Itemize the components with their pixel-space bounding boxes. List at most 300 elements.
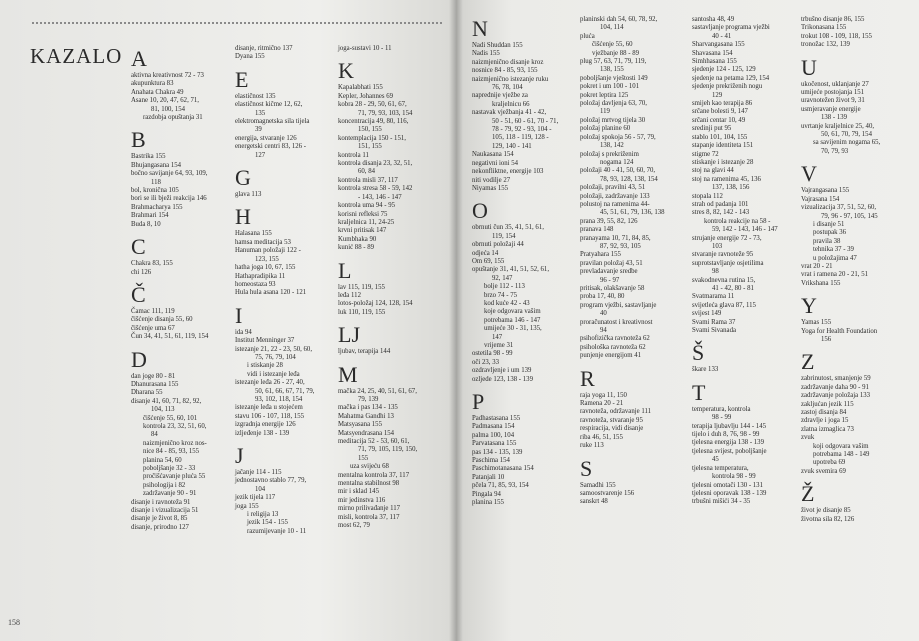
index-entry: planina 54, 60: [143, 456, 182, 464]
index-entry: Dhanurasana 155: [131, 380, 179, 388]
index-entry: joga 155: [235, 502, 259, 510]
index-entry: zvuk: [801, 434, 815, 442]
index-entry: pravila 38: [813, 237, 841, 245]
index-letter-heading: H: [235, 204, 251, 230]
index-entry: stvaranje ravnoteže 95: [692, 251, 754, 259]
index-entry: planinski dah 54, 60, 78, 92,: [580, 16, 658, 23]
index-entry: kunić 88 - 89: [338, 244, 375, 252]
index-entry: disanje i ravnoteža 91: [131, 498, 191, 506]
index-entry: bolje 112 - 113: [484, 283, 525, 291]
index-entry: 118: [151, 178, 161, 186]
index-entry: tronožac 132, 139: [801, 41, 850, 49]
index-entry: smijeh kao terapija 86: [692, 100, 753, 108]
index-entry: suprotstavljanje osjetilima: [692, 259, 764, 267]
index-entry: položaj s prekriženim: [580, 150, 639, 158]
index-entry: srčane bolesti 9, 147: [692, 108, 748, 116]
book-gutter-shadow: [449, 0, 463, 641]
index-entry: Nadi Shuddan 155: [472, 42, 523, 49]
index-entry: 135: [255, 109, 266, 117]
index-entry: Svami Sivanada: [692, 327, 736, 335]
index-entry: Čamac 111, 119: [131, 307, 175, 315]
index-entry: sastavljanje programa vježbi: [692, 24, 770, 32]
index-entry: Ramena 20 - 21: [580, 400, 624, 408]
index-entry: lotos-položaj 124, 128, 154: [338, 300, 413, 308]
index-entry: kraljelnica 11, 24-25: [338, 218, 395, 226]
index-entry: 93, 102, 118, 154: [255, 395, 303, 403]
index-entry: stiskanje i istezanje 28: [692, 158, 754, 166]
index-entry: vidi i istezanje leđa: [247, 370, 300, 378]
index-entry: Halasana 155: [235, 230, 272, 238]
index-entry: tjelesni omotači 130 - 131: [692, 481, 763, 489]
index-entry: mentalna stabilnost 98: [338, 480, 400, 488]
index-entry: obrnuti čun 35, 41, 51, 61,: [472, 224, 544, 232]
index-entry: 98: [712, 268, 719, 276]
index-entry: škare 133: [692, 366, 719, 374]
index-entry: temperatura, kontrola: [692, 405, 751, 413]
index-entry: Pingala 94: [472, 490, 501, 498]
index-entry: položaj spokoja 56 - 57, 79,: [580, 133, 656, 141]
index-letter-heading: O: [472, 198, 488, 224]
index-entry: Patanjali 10: [472, 473, 505, 481]
index-entry: pokret leptira 125: [580, 91, 629, 99]
index-entry: čišćenje 55, 60, 101: [143, 414, 198, 422]
index-column-6: [692, 16, 800, 507]
index-entry: naizmjenično istezanje ruku: [472, 75, 549, 83]
index-entry: uvrtanje kraljelnice 25, 40,: [801, 122, 875, 130]
index-entry: čišćenje uma 67: [131, 324, 175, 332]
index-entry: joga-sustavi 10 - 11: [338, 45, 392, 52]
index-entry: 103: [712, 242, 723, 250]
index-entry: 156: [821, 335, 832, 343]
index-entry: homeostaza 93: [235, 280, 276, 288]
index-entry: kontrola stresa 58 - 59, 142: [338, 185, 413, 193]
index-column-7: [801, 16, 911, 524]
index-entry: tjelesni oporavak 138 - 139: [692, 489, 767, 497]
index-entry: poboljšanje vještosti 149: [580, 74, 648, 82]
index-entry: polustoj na ramenima 44-: [580, 200, 650, 208]
index-entry: Sharvangasana 155: [692, 41, 745, 49]
index-entry: Vrikshana 155: [801, 279, 841, 287]
index-entry: leđa 112: [338, 291, 361, 299]
index-entry: vrijeme 31: [484, 342, 514, 349]
index-entry: stigme 72: [692, 150, 719, 158]
index-entry: jezik tijela 117: [235, 494, 276, 502]
index-entry: stablo 101, 104, 155: [692, 133, 748, 141]
index-entry: Padmasana 154: [472, 423, 515, 431]
index-entry: kontrola 23, 32, 51, 60,: [143, 422, 207, 430]
index-entry: mir i sklad 145: [338, 488, 379, 496]
index-entry: svakodnevna rutina 15,: [692, 276, 756, 284]
index-entry: ljubav, terapija 144: [338, 348, 391, 356]
index-entry: disanje 41, 60, 71, 82, 92,: [131, 397, 202, 405]
index-entry: Dyana 155: [235, 53, 265, 61]
index-entry: pravilan položaj 43, 51: [580, 259, 643, 267]
index-entry: kontrola 11: [338, 151, 369, 159]
index-entry: terapija ljubavlju 144 - 145: [692, 422, 766, 430]
index-entry: trokut 108 - 109, 118, 155: [801, 32, 872, 40]
index-entry: Bastrika 155: [131, 153, 166, 161]
index-entry: Bhujangasana 154: [131, 161, 182, 169]
index-entry: oči 23, 33: [472, 358, 499, 366]
index-entry: kod kuće 42 - 43: [484, 299, 530, 307]
index-entry: Naukasana 154: [472, 151, 514, 159]
index-entry: elastičnost kičme 12, 62,: [235, 101, 303, 109]
index-entry: položaji, pravilni 43, 51: [580, 184, 646, 192]
index-entry: sredinji put 95: [692, 125, 732, 133]
index-entry: Svami Rama 37: [692, 318, 736, 326]
index-entry: 50, 61, 66, 67, 71, 79,: [255, 387, 315, 395]
index-entry: prevladavanje sredbe: [580, 268, 638, 276]
index-entry: 137, 138, 156: [712, 184, 750, 192]
right-page: [456, 0, 919, 641]
index-letter-heading: LJ: [338, 322, 360, 348]
index-entry: hamsa meditacija 53: [235, 238, 291, 246]
index-entry: 78, 93, 128, 138, 154: [600, 175, 658, 183]
index-entry: Trikonasana 155: [801, 24, 847, 32]
index-entry: Matsyendrasana 154: [338, 429, 395, 437]
index-entry: Paschima 154: [472, 457, 510, 465]
index-entry: Vajrangasana 155: [801, 187, 850, 195]
index-entry: 123, 155: [255, 255, 279, 263]
index-entry: 129: [712, 91, 723, 99]
index-entry: potrebama 148 - 149: [813, 451, 870, 459]
index-entry: lav 115, 119, 155: [338, 283, 385, 291]
page-number: 158: [8, 618, 20, 627]
index-letter-heading: M: [338, 361, 358, 387]
index-entry: umijeće postojanja 151: [801, 89, 865, 97]
index-entry: izljeđenje 138 - 139: [235, 429, 290, 437]
index-column-3: [338, 45, 443, 530]
index-entry: disanje, ritmično 137: [235, 45, 293, 52]
index-entry: život je disanje 85: [801, 507, 851, 515]
index-entry: psihofizička ravnoteža 62: [580, 335, 650, 343]
index-entry: Shavasana 154: [692, 49, 733, 57]
index-entry: 138 - 139: [821, 114, 848, 122]
index-entry: koji odgovara vašim: [813, 442, 869, 450]
index-letter-heading: G: [235, 165, 251, 191]
index-letter-heading: B: [131, 127, 146, 153]
index-entry: zakljućan jezik 115: [801, 400, 854, 408]
index-entry: Niyamas 155: [472, 184, 509, 192]
index-entry: 104, 114: [600, 24, 624, 32]
index-entry: kontrola reakcije na 58 -: [704, 217, 771, 225]
index-entry: niti vodilje 27: [472, 176, 511, 184]
index-letter-heading: U: [801, 54, 817, 80]
index-entry: stoj na glavi 44: [692, 167, 734, 175]
index-entry: zadržavanje položaja 133: [801, 392, 871, 400]
index-entry: mentalna kontrola 37, 117: [338, 471, 410, 479]
index-entry: stoj na ramenima 45, 136: [692, 175, 761, 183]
index-entry: kontemplacija 150 - 151,: [338, 134, 406, 142]
index-entry: chi 126: [131, 268, 152, 276]
index-entry: ukočenost, uklanjanje 27: [801, 80, 869, 88]
index-entry: proba 17, 40, 80: [580, 293, 625, 301]
index-entry: Samadhi 155: [580, 481, 616, 489]
index-entry: 60, 84: [358, 168, 375, 176]
index-entry: upotreba 69: [813, 459, 846, 467]
index-entry: Hanuman položaji 122 -: [235, 247, 301, 255]
index-entry: krvni pritisak 147: [338, 227, 387, 235]
index-entry: Chakra 83, 155: [131, 260, 173, 268]
index-entry: ida 94: [235, 328, 252, 336]
index-entry: 84: [151, 431, 158, 439]
index-entry: Čun 34, 41, 51, 61, 119, 154: [131, 333, 209, 341]
index-entry: svijetleća glava 87, 115: [692, 301, 756, 309]
index-entry: kontrola misli 37, 117: [338, 176, 398, 184]
index-entry: pročišćavanje pluća 55: [143, 473, 206, 481]
index-entry: Kepler, Johannes 69: [338, 92, 394, 100]
index-entry: 39: [255, 126, 262, 134]
index-entry: položaji 40 - 41, 50, 60, 70,: [580, 167, 656, 175]
index-entry: nice 84 - 85, 93, 155: [143, 448, 200, 456]
index-entry: brzo 74 - 75: [484, 291, 518, 299]
index-letter-heading: C: [131, 234, 146, 260]
index-entry: Dharana 55: [131, 389, 163, 397]
index-entry: 45, 51, 61, 79, 136, 138: [600, 209, 665, 217]
index-entry: palma 100, 104: [472, 431, 515, 439]
index-entry: Parvatasana 155: [472, 440, 517, 448]
index-entry: naprednije vježbe za: [472, 92, 528, 100]
index-letter-heading: S: [580, 455, 593, 481]
index-entry: čišćenje disanja 55, 60: [131, 316, 193, 324]
index-entry: 147: [492, 333, 503, 341]
index-entry: Svatmarama 11: [692, 293, 735, 301]
index-entry: vježbanje 88 - 89: [592, 49, 639, 57]
index-entry: korisni refleksi 75: [338, 210, 388, 218]
index-entry: Om 69, 155: [472, 257, 505, 265]
index-entry: kontrola disanja 23, 32, 51,: [338, 160, 413, 168]
index-entry: strujanje energije 72 - 73,: [692, 234, 762, 242]
index-entry: 151, 155: [358, 143, 382, 151]
index-entry: elastičnost 135: [235, 92, 276, 100]
index-entry: koje odgovara vašim: [484, 308, 541, 316]
index-entry: kobra 28 - 29, 50, 61, 67,: [338, 101, 407, 109]
index-entry: 104, 113: [151, 406, 175, 414]
index-entry: pokret i um 100 - 101: [580, 83, 640, 91]
index-entry: srčani centar 10, 49: [692, 116, 746, 124]
index-entry: 50, 61, 70, 79, 154: [821, 131, 872, 139]
index-entry: usmjeravanje energije: [801, 105, 861, 113]
index-entry: 45: [712, 456, 719, 464]
index-entry: mirno prilivađanje 117: [338, 505, 401, 513]
index-letter-heading: Ž: [801, 481, 815, 507]
index-entry: opuštanje 31, 41, 51, 52, 61,: [472, 266, 550, 274]
index-entry: uza svijeću 68: [350, 463, 389, 471]
index-letter-heading: E: [235, 66, 249, 92]
index-entry: negativni ioni 54: [472, 159, 519, 167]
index-entry: 127: [255, 151, 266, 159]
index-entry: 138, 155: [600, 66, 624, 74]
index-column-5: [580, 16, 690, 507]
index-entry: elektromagnetska sila tijela: [235, 118, 310, 126]
index-entry: i stiskanje 28: [247, 362, 283, 370]
index-entry: 71, 79, 105, 119, 150,: [358, 446, 418, 454]
index-entry: stavu 106 - 107, 118, 155: [235, 412, 305, 420]
index-entry: uravnotežen život 9, 31: [801, 97, 865, 105]
index-entry: tjelesna svijest, poboljšanje: [692, 447, 767, 455]
index-letter-heading: D: [131, 346, 147, 372]
index-entry: nekonfliktne, energije 103: [472, 168, 544, 176]
index-entry: poboljšanje 32 - 33: [143, 465, 196, 472]
index-letter-heading: L: [338, 257, 352, 283]
index-entry: Yoga for Health Foundation: [801, 327, 878, 335]
index-letter-heading: Č: [131, 281, 146, 307]
dotted-rule: [32, 22, 442, 24]
index-entry: 71, 79, 93, 103, 154: [358, 109, 413, 117]
index-letter-heading: R: [580, 365, 595, 391]
index-entry: psihološka ravnoteža 62: [580, 343, 646, 351]
index-entry: ostetila 98 - 99: [472, 350, 513, 358]
index-entry: punjenje energijom 41: [580, 352, 642, 360]
index-entry: obrnuti položaji 44: [472, 241, 524, 249]
index-entry: pritisak, olakšavanje 58: [580, 285, 645, 292]
index-entry: položaj davljenja 63, 70,: [580, 100, 648, 108]
index-entry: tijelo i duh 8, 76, 98 - 99: [692, 431, 760, 439]
index-entry: disanje i vizualizacija 51: [131, 507, 199, 515]
index-entry: mačka i pas 134 - 135: [338, 404, 398, 412]
index-entry: 79, 96 - 97, 105, 145: [821, 212, 878, 220]
index-entry: program vježbi, sastavljanje: [580, 301, 657, 309]
index-entry: 59, 142 - 143, 146 - 147: [712, 226, 778, 234]
index-column-4: [472, 18, 577, 508]
index-entry: položaji, zadržavanje 133: [580, 192, 650, 200]
index-entry: Matsyasana 155: [338, 421, 382, 429]
index-entry: zabrinutost, smanjenje 59: [801, 375, 871, 383]
index-entry: položaj mrtvog tijela 30: [580, 116, 646, 124]
index-entry: pčela 71, 85, 93, 154: [472, 482, 529, 490]
index-entry: Brahmacharya 155: [131, 203, 183, 211]
index-entry: ruke 113: [580, 442, 604, 450]
index-entry: koncentracija 49, 80, 116,: [338, 118, 409, 126]
index-entry: ravnoteža, održavanje 111: [580, 408, 652, 416]
index-entry: Padhastasana 155: [472, 415, 521, 423]
index-letter-heading: V: [801, 161, 817, 187]
index-entry: 75, 76, 79, 104: [255, 353, 296, 361]
index-entry: Kumbhaka 90: [338, 235, 377, 243]
index-entry: santosha 48, 49: [692, 16, 735, 23]
index-entry: hatha joga 10, 67, 155: [235, 264, 296, 272]
index-entry: 81, 100, 154: [151, 105, 185, 113]
index-entry: 96 - 97: [600, 276, 620, 284]
index-entry: umijeće 30 - 31, 135,: [484, 325, 542, 333]
index-entry: i disanje 51: [813, 220, 845, 228]
index-entry: kraljelnicu 66: [492, 100, 530, 108]
index-entry: zadržavanje 90 - 91: [143, 490, 197, 498]
index-entry: izgradnja energije 126: [235, 421, 296, 429]
index-entry: 105, 118 - 119, 128 -: [492, 134, 549, 142]
index-entry: zvuk svemira 69: [801, 467, 846, 475]
index-entry: Nadis 155: [472, 50, 500, 58]
index-letter-heading: J: [235, 443, 244, 468]
index-entry: tjelesna temperatura,: [692, 464, 749, 472]
index-entry: 155: [358, 454, 369, 462]
index-letter-heading: T: [692, 379, 706, 405]
index-entry: potrebama 146 - 147: [484, 316, 541, 324]
index-entry: vrat i ramena 20 - 21, 51: [801, 271, 869, 279]
index-entry: Asane 10, 20, 47, 62, 71,: [131, 97, 199, 105]
index-entry: zastoj disanja 84: [801, 409, 847, 416]
index-entry: 76, 78, 104: [492, 84, 523, 92]
index-entry: meditacija 52 - 53, 60, 61,: [338, 438, 410, 445]
index-entry: razdobja opuštanja 31: [143, 114, 203, 122]
index-entry: proračunatost i kreativnost: [580, 318, 653, 326]
index-entry: Kapalabhati 155: [338, 84, 383, 92]
index-entry: Anahata Chakra 49: [131, 88, 184, 96]
index-entry: zdravlje i joga 15: [801, 417, 849, 425]
index-entry: 79, 139: [358, 395, 379, 403]
index-entry: postupak 36: [813, 229, 847, 237]
index-entry: misli, kontrola 37, 117: [338, 513, 400, 521]
index-entry: odjeća 14: [472, 249, 499, 257]
index-letter-heading: Š: [692, 340, 705, 366]
index-entry: glava 113: [235, 191, 262, 199]
index-entry: pas 134 - 135, 139: [472, 448, 523, 456]
index-column-1: [131, 48, 231, 532]
index-letter-heading: P: [472, 389, 485, 415]
index-entry: akupunktura 83: [131, 80, 174, 88]
index-entry: istezanje leđa u stojećem: [235, 404, 303, 412]
index-entry: nastavak vježbanja 41 - 42,: [472, 109, 547, 117]
index-entry: Buda 8, 10: [131, 220, 161, 228]
index-entry: pranayama 10, 71, 84, 85,: [580, 234, 651, 242]
index-entry: 119: [600, 108, 610, 116]
index-entry: trbušni mišići 34 - 35: [692, 498, 751, 506]
index-entry: luk 110, 119, 155: [338, 308, 386, 316]
index-entry: prana 39, 55, 82, 126: [580, 217, 638, 225]
index-entry: - 143, 146 - 147: [358, 193, 402, 201]
index-entry: istezanje 21, 22 - 23, 50, 60,: [235, 345, 313, 353]
index-entry: plug 57, 63, 71, 79, 119,: [580, 58, 647, 66]
index-entry: Simhhasana 155: [692, 58, 737, 66]
index-entry: Pratyahara 155: [580, 251, 621, 259]
index-entry: 70, 79, 93: [821, 147, 849, 155]
index-entry: energetski centri 83, 126 -: [235, 143, 307, 151]
index-entry: stopala 112: [692, 192, 723, 200]
index-entry: tehnika 37 - 39: [813, 246, 854, 254]
index-entry: 119, 154: [492, 232, 516, 240]
index-entry: zadržavanje daha 90 - 91: [801, 383, 869, 391]
index-entry: tjelesna energija 138 - 139: [692, 439, 764, 447]
index-entry: zlatna izmaglica 73: [801, 425, 854, 433]
index-entry: 150, 155: [358, 126, 382, 134]
index-entry: strah od padanja 101: [692, 200, 749, 208]
index-entry: bol, kronična 105: [131, 187, 179, 195]
index-entry: 50 - 51, 60 - 61, 70 - 71,: [492, 117, 559, 125]
index-entry: vizualizacija 37, 51, 52, 60,: [801, 204, 877, 212]
index-letter-heading: K: [338, 58, 354, 84]
index-letter-heading: I: [235, 302, 243, 328]
index-entry: ozdravljenje i um 139: [472, 367, 532, 375]
index-letter-heading: Z: [801, 349, 815, 375]
index-entry: mačka 24, 25, 40, 51, 61, 67,: [338, 387, 417, 395]
index-entry: Mahatma Gandhi 13: [338, 412, 394, 420]
index-entry: jezik 154 - 155: [247, 519, 288, 527]
index-entry: ozljede 123, 138 - 139: [472, 375, 533, 383]
index-entry: pluća: [580, 32, 595, 40]
index-entry: raja yoga 11, 150: [580, 391, 627, 399]
index-entry: sjedenje prekriženih nogu: [692, 83, 763, 91]
index-entry: stapanje identiteta 151: [692, 142, 754, 150]
index-entry: ravnoteža, stvaranje 95: [580, 416, 643, 424]
index-entry: Paschimotanasana 154: [472, 465, 534, 473]
index-entry: položaj planine 60: [580, 125, 631, 133]
index-entry: Institut Menninger 37: [235, 337, 295, 345]
index-entry: most 62, 79: [338, 522, 370, 530]
index-entry: Brahmari 154: [131, 212, 169, 220]
index-entry: kontrola uma 94 - 95: [338, 202, 396, 210]
index-entry: 94: [600, 327, 607, 335]
index-entry: jednostavno stablo 77, 79,: [235, 477, 307, 485]
